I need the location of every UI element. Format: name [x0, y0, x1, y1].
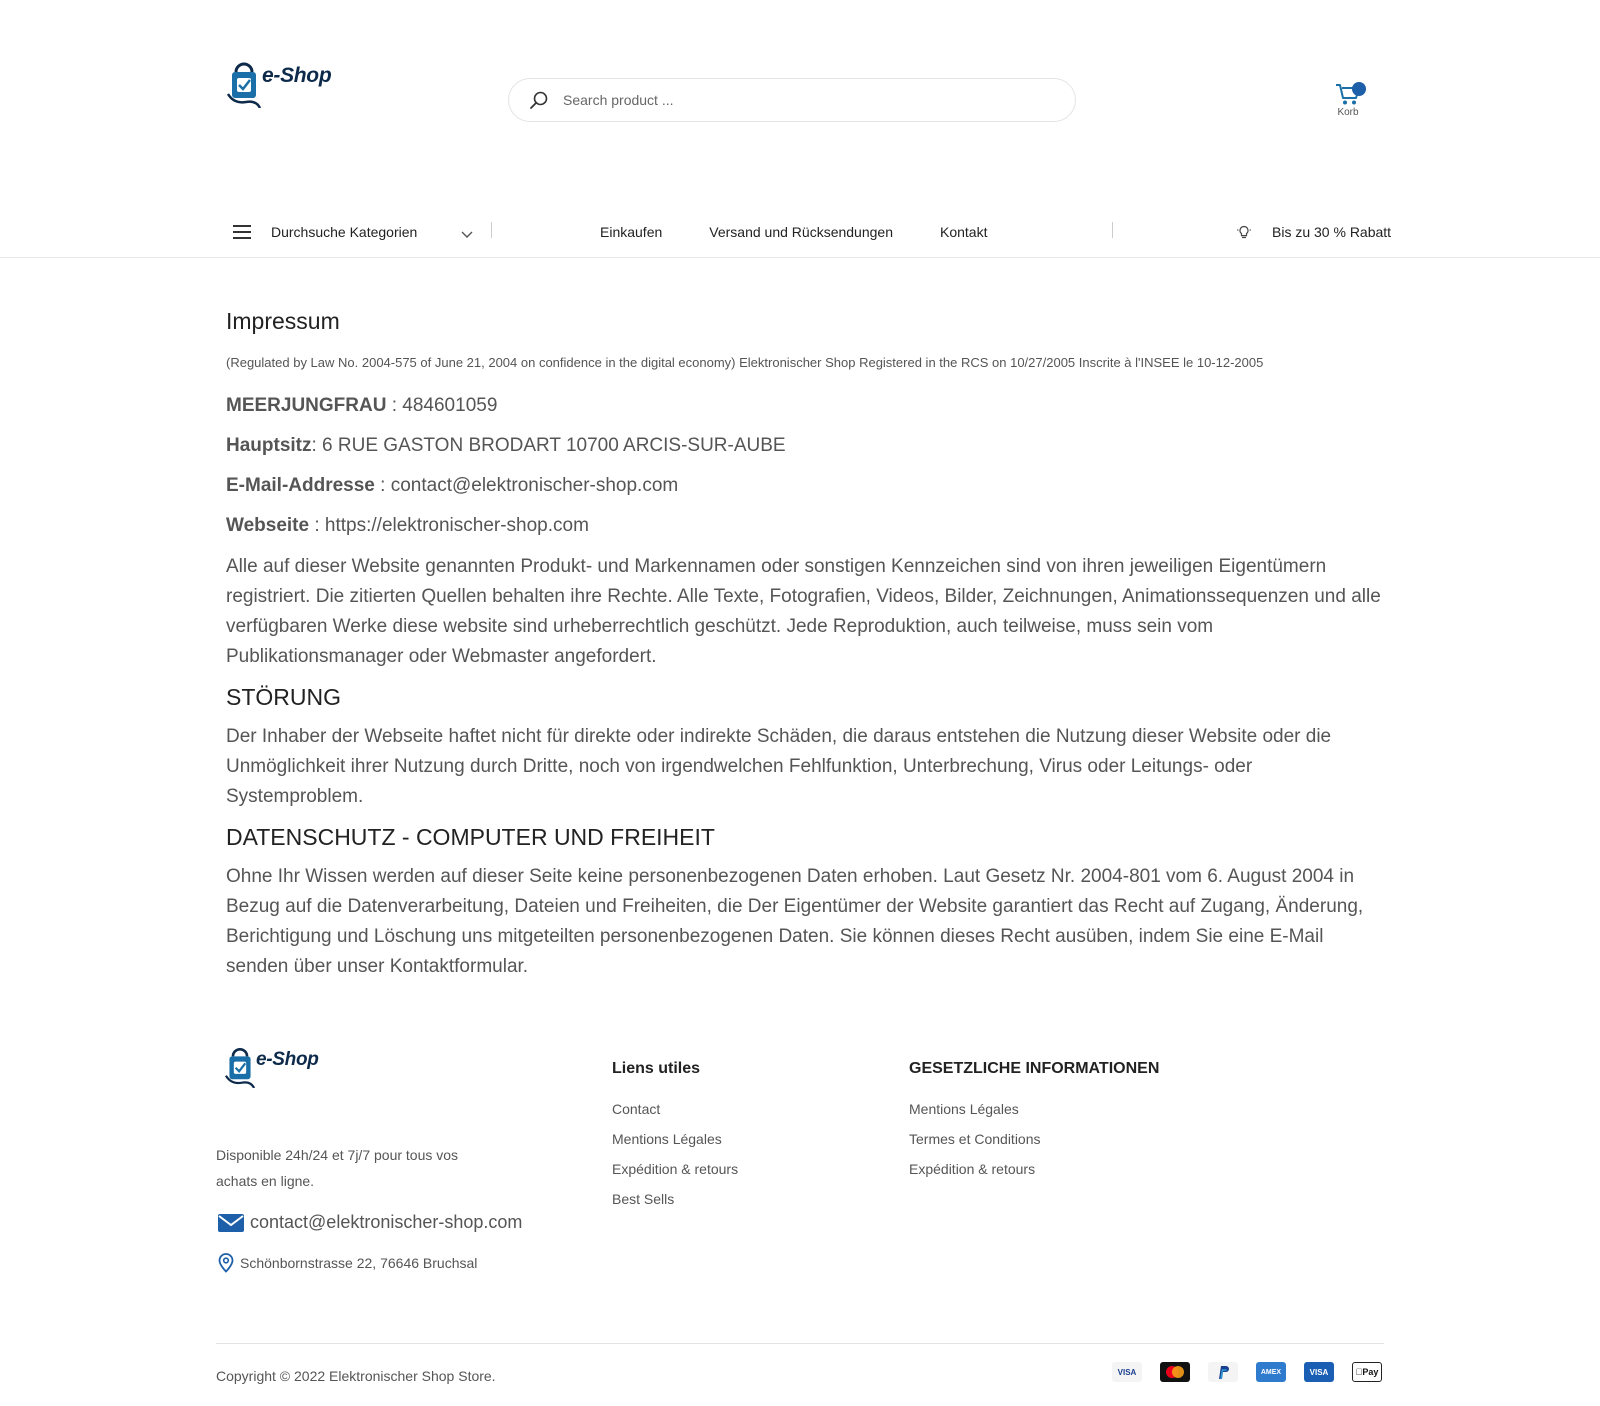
logo-text-value: e-Shop [262, 64, 332, 87]
info-row-website [226, 512, 1386, 540]
footer-link-best-sells[interactable]: Best Sells [612, 1191, 675, 1207]
promo-text: Bis zu 30 % Rabatt [1272, 224, 1392, 240]
footer-address-text: Schönbornstrasse 22, 76646 Bruchsal [240, 1255, 478, 1271]
search-bar[interactable] [508, 78, 1076, 122]
footer-logo[interactable] [222, 1044, 319, 1088]
chevron-down-icon [461, 226, 473, 244]
menu-icon [233, 225, 251, 239]
search-input[interactable] [561, 91, 1045, 109]
page-title: Impressum [226, 308, 340, 334]
info-value: : 6 RUE GASTON BRODART 10700 ARCIS-SUR-AUBE [311, 435, 786, 456]
cart-button[interactable] [1330, 82, 1366, 118]
footer-useful-links [612, 1094, 738, 1214]
copyright-text: Copyright © 2022 Elektronischer Shop Store. [216, 1368, 496, 1384]
footer-address [218, 1253, 477, 1273]
footer-link-terms[interactable]: Termes et Conditions [909, 1131, 1041, 1147]
nav-divider [491, 222, 492, 238]
cart-count-badge [1352, 82, 1366, 96]
footer-email-text[interactable]: contact@elektronischer-shop.com [250, 1212, 523, 1232]
nav-divider [1112, 222, 1113, 238]
info-row-email [226, 472, 1386, 500]
footer-link-legal-notice[interactable]: Mentions Légales [612, 1131, 722, 1147]
shopping-bag-icon [222, 1044, 258, 1088]
info-row-headquarters [226, 432, 1386, 460]
nav-link-contact[interactable]: Kontakt [939, 224, 988, 240]
info-value: : 484601059 [386, 395, 498, 416]
visa-card-icon: VISA [1112, 1362, 1142, 1382]
browse-categories-button[interactable] [233, 220, 483, 244]
lightbulb-icon [1236, 224, 1252, 240]
section-heading-disruption: STÖRUNG [226, 684, 341, 710]
footer-link-contact[interactable]: Contact [612, 1101, 661, 1117]
browse-categories-label: Durchsuche Kategorien [271, 224, 418, 240]
shopping-bag-icon [224, 58, 264, 108]
logo-text-value: e-Shop [256, 1049, 319, 1070]
mail-icon [218, 1214, 244, 1232]
nav-link-shipping-returns[interactable]: Versand und Rücksendungen [709, 224, 893, 240]
nav-link-shop[interactable]: Einkaufen [600, 224, 663, 240]
nav-links [600, 220, 1034, 244]
footer-email[interactable] [218, 1212, 522, 1233]
info-label: Webseite [226, 515, 310, 536]
legal-note: (Regulated by Law No. 2004-575 of June 21, 2004 on confidence in the digital economy) Elektronischer Shop Registered in the RCS on 10/27/2005 Inscrite à l'INSEE le 10-12-2005 [226, 355, 1264, 370]
paypal-icon [1208, 1362, 1238, 1382]
footer-divider [216, 1343, 1384, 1344]
footer-legal-info-title: GESETZLICHE INFORMATIONEN [909, 1060, 1160, 1077]
privacy-paragraph: Ohne Ihr Wissen werden auf dieser Seite keine personenbezogenen Daten erhoben. Laut Gesetz Nr. 2004-801 vom 6. August 2004 in Bezug auf die Datenverarbeitung, Dateien und Freiheiten, die Der Eigentümer der Website garantiert das Recht auf Zugang, Änderung, Berichtigung und Löschung uns mitgeteilten personenbezogenen Daten. Sie können dieses Recht ausüben, indem Sie eine E-Mail senden über unser Kontaktformular. [226, 866, 1364, 977]
visa-electron-card-icon: VISA [1304, 1362, 1334, 1382]
info-label: Hauptsitz [226, 435, 312, 456]
apple-pay-icon: Pay [1352, 1362, 1382, 1382]
footer-link-legal-notice[interactable]: Mentions Légales [909, 1101, 1019, 1117]
search-icon[interactable] [529, 89, 551, 111]
info-value: : https://elektronischer-shop.com [309, 515, 589, 536]
promo-banner[interactable] [1236, 220, 1391, 244]
info-row-company [226, 392, 1386, 420]
liability-paragraph: Der Inhaber der Webseite haftet nicht für direkte oder indirekte Schäden, die daraus entstehen die Nutzung dieser Website oder die Unmöglichkeit ihrer Nutzung durch Dritte, noch von irgendwelchen Fehlfunktion, Unterbrechung, Virus oder Leitungs- oder Systemproblem. [226, 726, 1332, 807]
section-heading-privacy: DATENSCHUTZ - COMPUTER UND FREIHEIT [226, 824, 715, 850]
mastercard-icon [1160, 1362, 1190, 1382]
cart-label: Korb [1337, 107, 1359, 118]
footer-useful-links-title: Liens utiles [612, 1060, 701, 1077]
payment-methods [1112, 1362, 1382, 1382]
header-logo[interactable] [224, 58, 331, 108]
copyright-paragraph: Alle auf dieser Website genannten Produkt- und Markennamen oder sonstigen Kennzeichen sind von ihren jeweiligen Eigentümern registriert. Die zitierten Quellen behalten ihre Rechte. Alle Texte, Fotografien, Videos, Bilder, Zeichnungen, Animationssequenzen und alle verfügbaren Werke diese website sind urheberrechtlich geschützt. Jede Reproduktion, auch teilweise, muss sein vom Publikationsmanager oder Webmaster angefordert. [226, 556, 1381, 667]
info-label: E-Mail-Addresse [226, 475, 375, 496]
impressum-content [226, 300, 1386, 990]
location-pin-icon [218, 1253, 234, 1273]
footer-legal-links [909, 1094, 1041, 1184]
logo-text [256, 1049, 319, 1071]
info-label: MEERJUNGFRAU [226, 395, 387, 416]
footer-link-shipping-returns[interactable]: Expédition & retours [909, 1161, 1036, 1177]
logo-text [262, 64, 331, 88]
main-navbar [0, 210, 1600, 258]
info-value: : contact@elektronischer-shop.com [374, 475, 679, 496]
footer-link-shipping-returns[interactable]: Expédition & retours [612, 1161, 739, 1177]
footer-description: Disponible 24h/24 et 7j/7 pour tous vos achats en ligne. [216, 1147, 459, 1189]
amex-card-icon: AMEX [1256, 1362, 1286, 1382]
